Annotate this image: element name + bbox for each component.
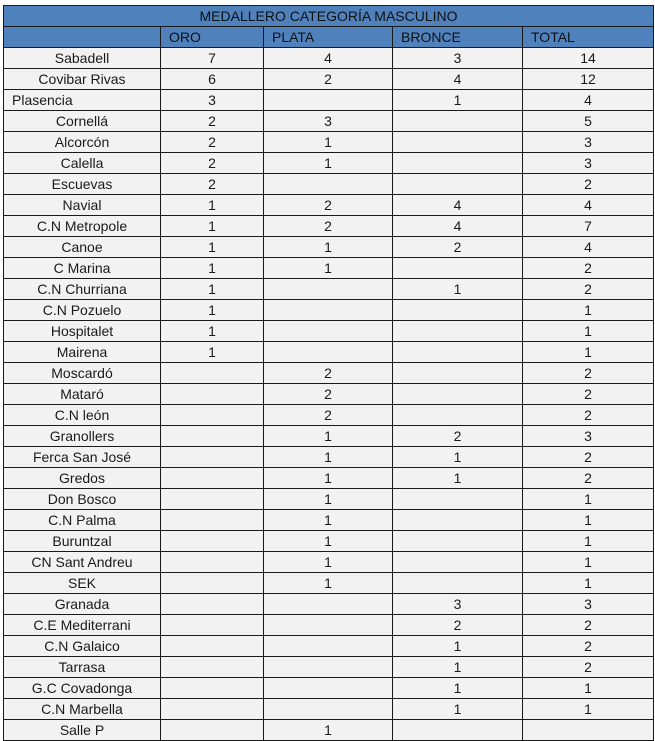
- cell-plata: 1: [264, 132, 393, 153]
- cell-bronce: [393, 720, 523, 741]
- table-row: [4, 216, 654, 237]
- column-header-oro: ORO: [161, 27, 264, 48]
- cell-oro: [161, 489, 264, 510]
- cell-bronce: 3: [393, 594, 523, 615]
- cell-bronce: [393, 321, 523, 342]
- cell-bronce: [393, 573, 523, 594]
- cell-club: SEK: [4, 573, 161, 594]
- cell-oro: [161, 678, 264, 699]
- cell-oro: [161, 510, 264, 531]
- cell-bronce: [393, 363, 523, 384]
- cell-bronce: [393, 111, 523, 132]
- cell-oro: [161, 636, 264, 657]
- cell-oro: 6: [161, 69, 264, 90]
- cell-club: Tarrasa: [4, 657, 161, 678]
- cell-plata: 1: [264, 426, 393, 447]
- table-row: [4, 342, 654, 363]
- cell-total: 2: [523, 447, 654, 468]
- column-header-club: [4, 27, 161, 48]
- cell-club: Covibar Rivas: [4, 69, 161, 90]
- cell-oro: 1: [161, 237, 264, 258]
- cell-oro: 2: [161, 174, 264, 195]
- cell-bronce: [393, 531, 523, 552]
- cell-total: 5: [523, 111, 654, 132]
- table-row: [4, 468, 654, 489]
- cell-bronce: [393, 489, 523, 510]
- cell-oro: [161, 384, 264, 405]
- table-row: [4, 510, 654, 531]
- cell-club: CN Sant Andreu: [4, 552, 161, 573]
- cell-total: 2: [523, 636, 654, 657]
- cell-bronce: [393, 552, 523, 573]
- cell-bronce: [393, 132, 523, 153]
- cell-oro: 1: [161, 216, 264, 237]
- cell-plata: 2: [264, 195, 393, 216]
- table-row: [4, 258, 654, 279]
- cell-oro: 1: [161, 300, 264, 321]
- cell-club: C.N león: [4, 405, 161, 426]
- cell-club: Mataró: [4, 384, 161, 405]
- table-row: [4, 174, 654, 195]
- cell-club: Canoe: [4, 237, 161, 258]
- cell-bronce: [393, 300, 523, 321]
- cell-bronce: [393, 153, 523, 174]
- cell-oro: 1: [161, 258, 264, 279]
- cell-club: Gredos: [4, 468, 161, 489]
- table-row: [4, 237, 654, 258]
- table-row: [4, 279, 654, 300]
- cell-total: 1: [523, 552, 654, 573]
- table-row: [4, 720, 654, 741]
- table-row: [4, 678, 654, 699]
- cell-oro: 1: [161, 279, 264, 300]
- cell-bronce: 1: [393, 279, 523, 300]
- cell-club: Cornellá: [4, 111, 161, 132]
- cell-club: Plasencia: [4, 90, 161, 111]
- cell-club: Buruntzal: [4, 531, 161, 552]
- table-row: [4, 90, 654, 111]
- cell-total: 1: [523, 699, 654, 720]
- table-body: [4, 48, 654, 741]
- cell-oro: 2: [161, 132, 264, 153]
- cell-oro: 1: [161, 195, 264, 216]
- cell-oro: [161, 720, 264, 741]
- column-header-plata: PLATA: [264, 27, 393, 48]
- cell-plata: 2: [264, 405, 393, 426]
- cell-bronce: 1: [393, 636, 523, 657]
- table-row: [4, 405, 654, 426]
- cell-club: Moscardó: [4, 363, 161, 384]
- cell-total: 2: [523, 615, 654, 636]
- cell-plata: [264, 636, 393, 657]
- cell-plata: [264, 174, 393, 195]
- cell-bronce: 2: [393, 237, 523, 258]
- table-row: [4, 636, 654, 657]
- cell-plata: [264, 699, 393, 720]
- cell-total: 2: [523, 363, 654, 384]
- table-row: [4, 531, 654, 552]
- table-title: MEDALLERO CATEGORÍA MASCULINO: [4, 6, 654, 27]
- cell-bronce: [393, 384, 523, 405]
- table-row: [4, 489, 654, 510]
- cell-plata: 1: [264, 237, 393, 258]
- cell-club: Salle P: [4, 720, 161, 741]
- cell-plata: 1: [264, 720, 393, 741]
- cell-plata: 1: [264, 153, 393, 174]
- cell-bronce: [393, 258, 523, 279]
- cell-total: 3: [523, 426, 654, 447]
- cell-plata: 1: [264, 531, 393, 552]
- cell-club: Alcorcón: [4, 132, 161, 153]
- cell-bronce: 1: [393, 657, 523, 678]
- cell-oro: [161, 699, 264, 720]
- cell-total: 1: [523, 573, 654, 594]
- cell-oro: 3: [161, 90, 264, 111]
- cell-oro: 1: [161, 342, 264, 363]
- cell-total: 2: [523, 468, 654, 489]
- cell-club: Don Bosco: [4, 489, 161, 510]
- cell-total: 12: [523, 69, 654, 90]
- cell-bronce: [393, 174, 523, 195]
- cell-total: 2: [523, 174, 654, 195]
- cell-total: 3: [523, 153, 654, 174]
- table-row: [4, 573, 654, 594]
- table-row: [4, 363, 654, 384]
- cell-club: C.N Churriana: [4, 279, 161, 300]
- cell-oro: 2: [161, 153, 264, 174]
- table-row: [4, 552, 654, 573]
- cell-plata: 1: [264, 258, 393, 279]
- cell-total: 1: [523, 321, 654, 342]
- cell-bronce: 1: [393, 699, 523, 720]
- cell-oro: 7: [161, 48, 264, 69]
- cell-plata: 2: [264, 363, 393, 384]
- cell-club: Hospitalet: [4, 321, 161, 342]
- cell-club: Sabadell: [4, 48, 161, 69]
- cell-club: Calella: [4, 153, 161, 174]
- cell-plata: [264, 594, 393, 615]
- cell-club: Ferca San José: [4, 447, 161, 468]
- table-row: [4, 69, 654, 90]
- cell-total: 3: [523, 594, 654, 615]
- cell-total: 4: [523, 90, 654, 111]
- cell-club: Navial: [4, 195, 161, 216]
- cell-club: C Marina: [4, 258, 161, 279]
- cell-plata: [264, 615, 393, 636]
- cell-bronce: 4: [393, 216, 523, 237]
- cell-total: 3: [523, 132, 654, 153]
- cell-plata: 3: [264, 111, 393, 132]
- column-header-row: [4, 27, 654, 48]
- table-row: [4, 321, 654, 342]
- cell-bronce: 1: [393, 678, 523, 699]
- table-row: [4, 426, 654, 447]
- table-row: [4, 300, 654, 321]
- cell-club: C.N Metropole: [4, 216, 161, 237]
- cell-total: 2: [523, 405, 654, 426]
- cell-plata: [264, 90, 393, 111]
- cell-oro: [161, 531, 264, 552]
- cell-total: 1: [523, 510, 654, 531]
- table-row: [4, 153, 654, 174]
- table-row: [4, 657, 654, 678]
- table-row: [4, 48, 654, 69]
- cell-bronce: 3: [393, 48, 523, 69]
- cell-oro: [161, 363, 264, 384]
- cell-oro: [161, 615, 264, 636]
- cell-total: 14: [523, 48, 654, 69]
- cell-total: [523, 720, 654, 741]
- cell-plata: [264, 678, 393, 699]
- cell-plata: 1: [264, 468, 393, 489]
- cell-bronce: [393, 342, 523, 363]
- cell-total: 1: [523, 300, 654, 321]
- cell-plata: 4: [264, 48, 393, 69]
- cell-total: 1: [523, 342, 654, 363]
- cell-plata: [264, 279, 393, 300]
- cell-bronce: [393, 510, 523, 531]
- cell-total: 2: [523, 657, 654, 678]
- cell-club: Granollers: [4, 426, 161, 447]
- cell-club: Escuevas: [4, 174, 161, 195]
- cell-club: C.N Palma: [4, 510, 161, 531]
- cell-bronce: 4: [393, 195, 523, 216]
- table-row: [4, 384, 654, 405]
- cell-plata: 1: [264, 573, 393, 594]
- cell-plata: 1: [264, 447, 393, 468]
- cell-plata: 2: [264, 216, 393, 237]
- cell-plata: 1: [264, 552, 393, 573]
- cell-oro: [161, 468, 264, 489]
- cell-total: 1: [523, 489, 654, 510]
- table-row: [4, 447, 654, 468]
- cell-plata: 1: [264, 489, 393, 510]
- cell-club: C.E Mediterrani: [4, 615, 161, 636]
- cell-total: 4: [523, 195, 654, 216]
- table-row: [4, 195, 654, 216]
- cell-bronce: 2: [393, 426, 523, 447]
- cell-total: 2: [523, 279, 654, 300]
- cell-plata: [264, 300, 393, 321]
- table-row: [4, 615, 654, 636]
- cell-total: 2: [523, 384, 654, 405]
- cell-bronce: 2: [393, 615, 523, 636]
- cell-plata: [264, 657, 393, 678]
- cell-total: 1: [523, 678, 654, 699]
- cell-total: 2: [523, 258, 654, 279]
- table-row: [4, 111, 654, 132]
- cell-plata: [264, 321, 393, 342]
- column-header-total: TOTAL: [523, 27, 654, 48]
- cell-oro: 2: [161, 111, 264, 132]
- column-header-bronce: BRONCE: [393, 27, 523, 48]
- cell-total: 7: [523, 216, 654, 237]
- cell-bronce: [393, 405, 523, 426]
- cell-oro: 1: [161, 321, 264, 342]
- cell-club: C.N Marbella: [4, 699, 161, 720]
- cell-oro: [161, 657, 264, 678]
- cell-oro: [161, 447, 264, 468]
- cell-oro: [161, 426, 264, 447]
- cell-bronce: 1: [393, 468, 523, 489]
- cell-club: G.C Covadonga: [4, 678, 161, 699]
- table-row: [4, 594, 654, 615]
- title-row: [4, 6, 654, 27]
- cell-oro: [161, 552, 264, 573]
- cell-bronce: 4: [393, 69, 523, 90]
- cell-plata: 2: [264, 69, 393, 90]
- cell-club: C.N Pozuelo: [4, 300, 161, 321]
- cell-club: Mairena: [4, 342, 161, 363]
- cell-plata: [264, 342, 393, 363]
- cell-total: 4: [523, 237, 654, 258]
- medal-table: [3, 5, 654, 741]
- cell-plata: 1: [264, 510, 393, 531]
- cell-total: 1: [523, 531, 654, 552]
- cell-plata: 2: [264, 384, 393, 405]
- cell-club: Granada: [4, 594, 161, 615]
- cell-bronce: 1: [393, 447, 523, 468]
- cell-bronce: 1: [393, 90, 523, 111]
- cell-club: C.N Galaico: [4, 636, 161, 657]
- table-row: [4, 699, 654, 720]
- table-row: [4, 132, 654, 153]
- cell-oro: [161, 594, 264, 615]
- cell-oro: [161, 405, 264, 426]
- cell-oro: [161, 573, 264, 594]
